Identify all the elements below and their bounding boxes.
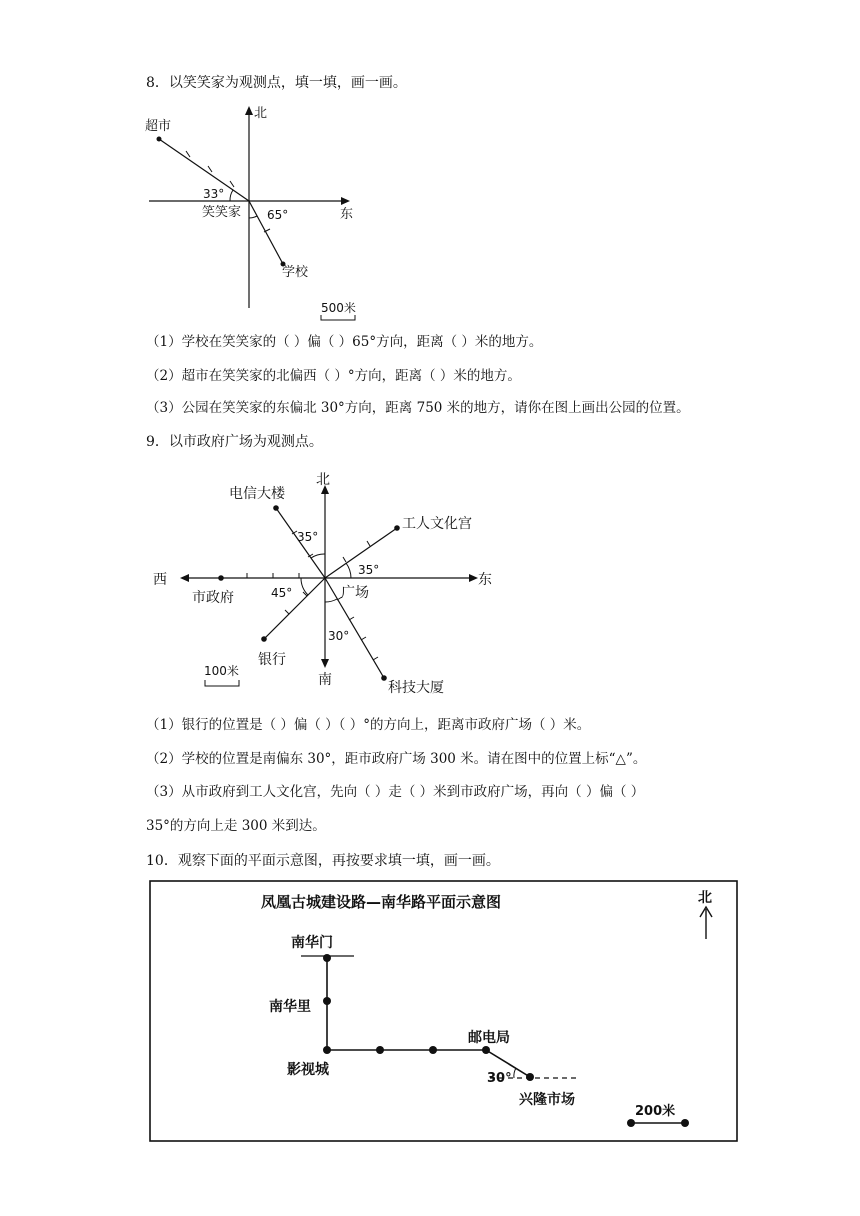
q10-north-label: 北 — [698, 890, 712, 906]
q8-school-label: 学校 — [282, 265, 309, 280]
q8-title: 8．以笑笑家为观测点，填一填，画一画。 — [146, 75, 407, 91]
q9-gov-label: 市政府 — [192, 590, 234, 606]
q10-nanhuali-label: 南华里 — [269, 999, 311, 1015]
q8-supermarket-label: 超市 — [145, 119, 172, 134]
q9-telecom-label: 电信大楼 — [229, 486, 285, 502]
q9-angle-tech-label: 30° — [328, 629, 350, 643]
q8-item-1: （1）学校在笑笑家的（ ）偏（ ）65°方向，距离（ ）米的地方。 — [146, 334, 543, 350]
q10-scale-label: 200米 — [635, 1104, 676, 1119]
q9-west-label: 西 — [153, 572, 167, 588]
q10-road-point — [429, 1046, 437, 1054]
q9-title: 9．以市政府广场为观测点。 — [146, 434, 323, 450]
q10-xinglong-label: 兴隆市场 — [519, 1092, 575, 1108]
q9-plaza-label: 广场 — [341, 585, 369, 601]
q8-scale-label: 500米 — [321, 301, 356, 315]
q9-angle-telecom-label: 35° — [297, 530, 319, 544]
q8-item-2: （2）超市在笑笑家的北偏西（ ）°方向，距离（ ）米的地方。 — [146, 368, 521, 384]
q9-item-1: （1）银行的位置是（ ）偏（ ）（ ）°的方向上，距离市政府广场（ ）米。 — [146, 717, 591, 733]
q9-scale-label: 100米 — [204, 664, 239, 678]
q10-youdianju-point — [482, 1046, 490, 1054]
q10-xinglong-point — [526, 1073, 534, 1081]
q8-angle-65-label: 65° — [267, 208, 289, 222]
q9-east-label: 东 — [478, 572, 492, 588]
q10-map-frame — [150, 881, 737, 1141]
q9-palace-label: 工人文化宫 — [402, 516, 472, 532]
q10-angle-label: 30° — [487, 1071, 512, 1086]
q10-nanhuamen-point — [323, 954, 331, 962]
q8-east-label: 东 — [340, 207, 354, 222]
q8-north-label: 北 — [254, 106, 268, 121]
q10-angle-arc — [514, 1068, 516, 1078]
q10-scale-end — [627, 1119, 635, 1127]
q10-yingshicheng-label: 影视城 — [287, 1062, 329, 1078]
q10-title: 10．观察下面的平面示意图，再按要求填一填，画一画。 — [146, 853, 500, 869]
q10-nanhuamen-label: 南华门 — [291, 935, 333, 951]
q9-angle-bank-label: 45° — [271, 586, 293, 600]
q9-item-3-cont: 35°的方向上走 300 米到达。 — [146, 818, 326, 834]
q9-north-label: 北 — [316, 472, 330, 488]
q10-youdianju-label: 邮电局 — [468, 1030, 510, 1046]
q9-item-2: （2）学校的位置是南偏东 30°，距市政府广场 300 米。请在图中的位置上标“△”。 — [146, 751, 647, 767]
q9-angle-palace-label: 35° — [358, 563, 380, 577]
q10-road-point — [376, 1046, 384, 1054]
q8-center-label: 笑笑家 — [202, 205, 242, 220]
q9-bank-label: 银行 — [258, 652, 286, 668]
q9-item-3: （3）从市政府到工人文化宫，先向（ ）走（ ）米到市政府广场，再向（ ）偏（ ） — [146, 784, 645, 800]
q9-south-label: 南 — [318, 672, 332, 688]
q10-scale-end — [681, 1119, 689, 1127]
q10-nanhuali-point — [323, 997, 331, 1005]
q9-tech-label: 科技大厦 — [388, 680, 444, 696]
q10-map-title: 凤凰古城建设路—南华路平面示意图 — [261, 893, 502, 911]
q8-item-3: （3）公园在笑笑家的东偏北 30°方向，距离 750 米的地方，请你在图上画出公园的位置。 — [146, 400, 690, 416]
q8-angle-33-label: 33° — [203, 187, 225, 201]
q10-yingshicheng-point — [323, 1046, 331, 1054]
